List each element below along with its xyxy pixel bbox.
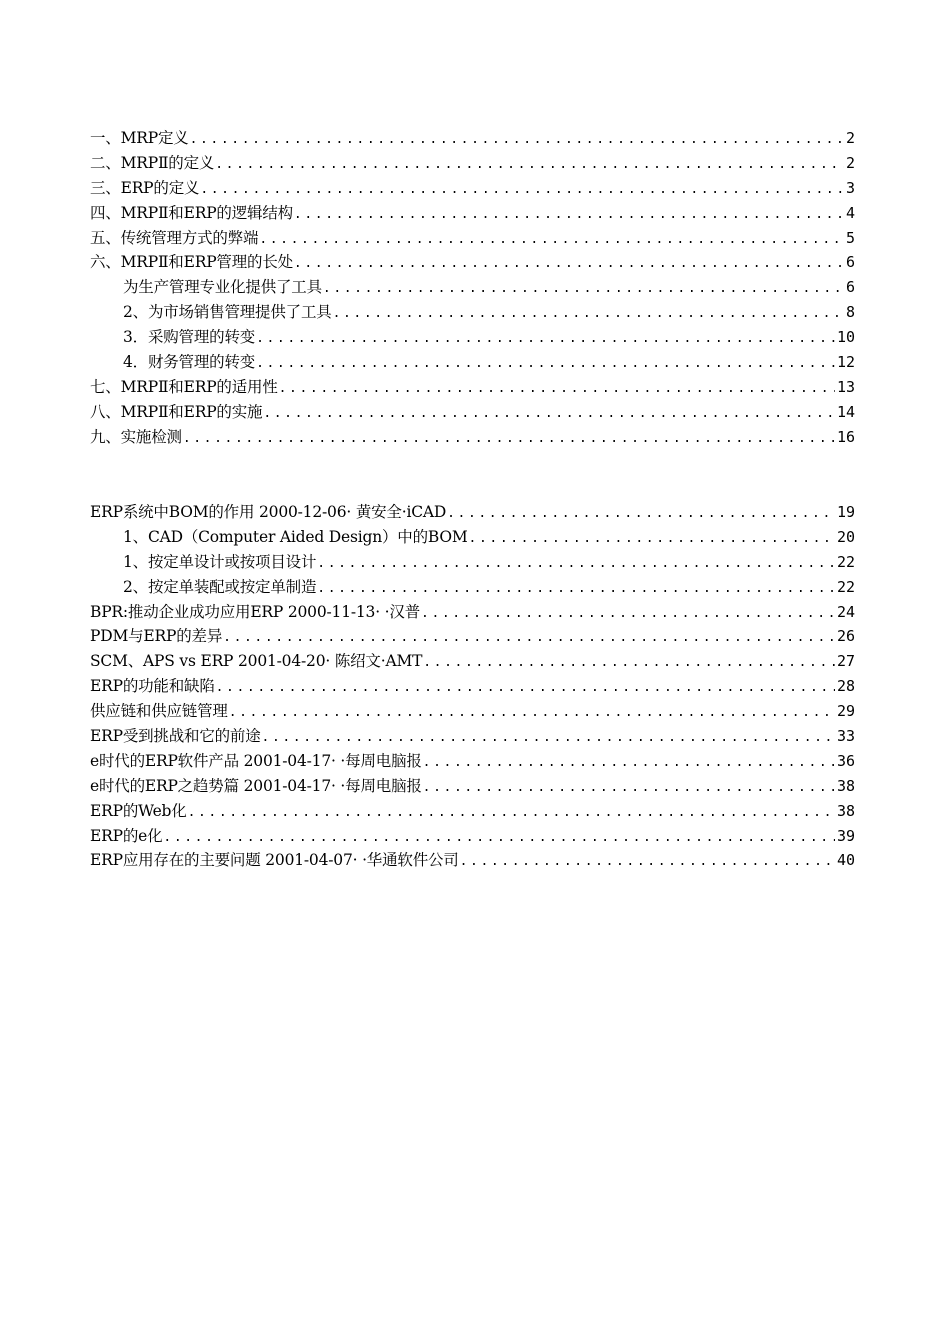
- toc-dot-leader: [215, 153, 844, 176]
- toc-dot-leader: [323, 277, 844, 300]
- toc-dot-leader: [223, 626, 835, 649]
- toc-page-number: 5: [845, 228, 855, 247]
- toc-page-number: 36: [836, 751, 855, 770]
- toc-entry-title: 为生产管理专业化提供了工具: [123, 278, 322, 297]
- toc-dot-leader: [262, 726, 835, 749]
- toc-page-number: 19: [836, 503, 855, 521]
- toc-entry-title: 六、MRPⅡ和ERP管理的长处: [90, 253, 293, 272]
- toc-dot-leader: [183, 427, 835, 450]
- toc-entry[interactable]: [90, 226, 855, 251]
- toc-page-number: 29: [836, 702, 855, 721]
- toc-dot-leader: [279, 377, 835, 400]
- toc-page-number: 10: [836, 328, 855, 347]
- toc-entry-title: 1、CAD（Computer Aided Design）中的BOM: [123, 527, 468, 546]
- toc-entry-title: ERP受到挑战和它的前途: [90, 727, 261, 746]
- toc-page-number: 8: [845, 303, 855, 322]
- toc-entry[interactable]: [90, 350, 855, 375]
- toc-entry[interactable]: [90, 649, 855, 674]
- toc-entry[interactable]: [90, 799, 855, 824]
- toc-dot-leader: [333, 302, 844, 325]
- toc-page-number: 22: [836, 577, 855, 596]
- toc-entry[interactable]: [90, 525, 855, 550]
- toc-page-number: 3: [845, 178, 855, 197]
- toc-entry[interactable]: [90, 250, 855, 275]
- toc-entry-title: SCM、APS vs ERP 2001-04-20· 陈绍文·AMT: [90, 652, 423, 671]
- toc-page-number: 13: [836, 377, 855, 396]
- toc-entry-title: e时代的ERP之趋势篇 2001-04-17· ·每周电脑报: [90, 776, 422, 795]
- toc-dot-leader: [163, 826, 835, 849]
- toc-entry-title: ERP应用存在的主要问题 2001-04-07· ·华通软件公司: [90, 851, 459, 870]
- toc-entry[interactable]: [90, 624, 855, 649]
- toc-page-number: 38: [836, 801, 855, 820]
- toc-dot-leader: [294, 203, 844, 226]
- toc-dot-leader: [317, 552, 835, 575]
- toc-entry-title: 供应链和供应链管理: [90, 702, 228, 721]
- toc-page-number: 16: [836, 427, 855, 446]
- toc-page-number: 24: [836, 602, 855, 621]
- toc-entry-title: ERP的e化: [90, 826, 163, 845]
- toc-entry-title: PDM与ERP的差异: [90, 627, 223, 646]
- toc-entry-title: 二、MRPⅡ的定义: [90, 153, 215, 172]
- table-of-contents-part-1: [90, 126, 855, 450]
- toc-dot-leader: [421, 602, 835, 625]
- toc-dot-leader: [460, 850, 835, 873]
- toc-entry[interactable]: [90, 325, 855, 350]
- toc-page-number: 39: [836, 826, 855, 845]
- toc-entry[interactable]: [90, 749, 855, 774]
- toc-entry[interactable]: [90, 848, 855, 873]
- toc-page-number: 4: [845, 203, 855, 222]
- table-of-contents-part-2: [90, 500, 855, 873]
- toc-dot-leader: [469, 527, 835, 550]
- toc-entry[interactable]: [90, 699, 855, 724]
- toc-entry-title: 2、为市场销售管理提供了工具: [123, 303, 332, 322]
- toc-page-number: 20: [836, 527, 855, 546]
- toc-entry-title: 三、ERP的定义: [90, 178, 200, 197]
- toc-dot-leader: [294, 252, 844, 275]
- toc-page-number: 38: [836, 776, 855, 795]
- toc-entry[interactable]: [90, 674, 855, 699]
- toc-page-number: 40: [836, 851, 855, 870]
- toc-page-number: 6: [845, 278, 855, 297]
- toc-entry[interactable]: [90, 550, 855, 575]
- toc-entry-title: BPR:推动企业成功应用ERP 2000-11-13· ·汉普: [90, 602, 421, 621]
- toc-entry[interactable]: [90, 375, 855, 400]
- toc-entry[interactable]: [90, 300, 855, 325]
- toc-entry-title: 一、MRP定义: [90, 129, 189, 147]
- toc-dot-leader: [216, 676, 835, 699]
- toc-page-number: 22: [836, 552, 855, 571]
- toc-entry-title: 四、MRPⅡ和ERP的逻辑结构: [90, 203, 293, 222]
- toc-entry-title: ERP的Web化: [90, 801, 187, 820]
- toc-page-number: 26: [836, 627, 855, 646]
- toc-page-number: 12: [836, 353, 855, 372]
- toc-entry[interactable]: [90, 575, 855, 600]
- toc-entry[interactable]: [90, 774, 855, 799]
- toc-entry-title: ERP系统中BOM的作用 2000-12-06· 黄安全·iCAD: [90, 503, 447, 521]
- toc-entry-title: 五、传统管理方式的弊端: [90, 228, 259, 247]
- toc-page-number: 28: [836, 677, 855, 696]
- toc-entry-title: 3．采购管理的转变: [123, 328, 256, 347]
- toc-entry[interactable]: [90, 425, 855, 450]
- toc-page-number: 33: [836, 727, 855, 746]
- toc-dot-leader: [317, 577, 835, 600]
- toc-entry[interactable]: [90, 275, 855, 300]
- toc-entry-title: e时代的ERP软件产品 2001-04-17· ·每周电脑报: [90, 751, 422, 770]
- toc-dot-leader: [423, 776, 835, 799]
- toc-page-number: 14: [836, 402, 855, 421]
- toc-dot-leader: [256, 352, 835, 375]
- toc-entry-title: 九、实施检测: [90, 427, 182, 446]
- toc-dot-leader: [188, 801, 835, 824]
- toc-dot-leader: [447, 502, 835, 525]
- toc-dot-leader: [259, 228, 844, 251]
- toc-page-number: 2: [845, 129, 855, 147]
- toc-dot-leader: [190, 128, 844, 151]
- toc-page-number: 6: [845, 253, 855, 272]
- toc-dot-leader: [423, 651, 835, 674]
- toc-entry-title: 4．财务管理的转变: [123, 353, 256, 372]
- toc-entry[interactable]: [90, 201, 855, 226]
- toc-entry[interactable]: [90, 151, 855, 176]
- toc-entry[interactable]: [90, 600, 855, 625]
- toc-entry[interactable]: [90, 126, 855, 151]
- toc-entry[interactable]: [90, 400, 855, 425]
- toc-entry[interactable]: [90, 176, 855, 201]
- toc-entry[interactable]: [90, 500, 855, 525]
- toc-entry[interactable]: [90, 824, 855, 849]
- toc-dot-leader: [256, 327, 835, 350]
- toc-dot-leader: [423, 751, 835, 774]
- toc-entry-title: 1、按定单设计或按项目设计: [123, 552, 317, 571]
- toc-dot-leader: [229, 701, 835, 724]
- toc-page-number: 27: [836, 652, 855, 671]
- toc-page-number: 2: [845, 153, 855, 172]
- toc-entry-title: 2、按定单装配或按定单制造: [123, 577, 317, 596]
- toc-entry[interactable]: [90, 724, 855, 749]
- toc-dot-leader: [200, 178, 844, 201]
- toc-entry-title: 七、MRPⅡ和ERP的适用性: [90, 377, 278, 396]
- toc-entry-title: 八、MRPⅡ和ERP的实施: [90, 402, 263, 421]
- toc-entry-title: ERP的功能和缺陷: [90, 677, 215, 696]
- toc-dot-leader: [263, 402, 835, 425]
